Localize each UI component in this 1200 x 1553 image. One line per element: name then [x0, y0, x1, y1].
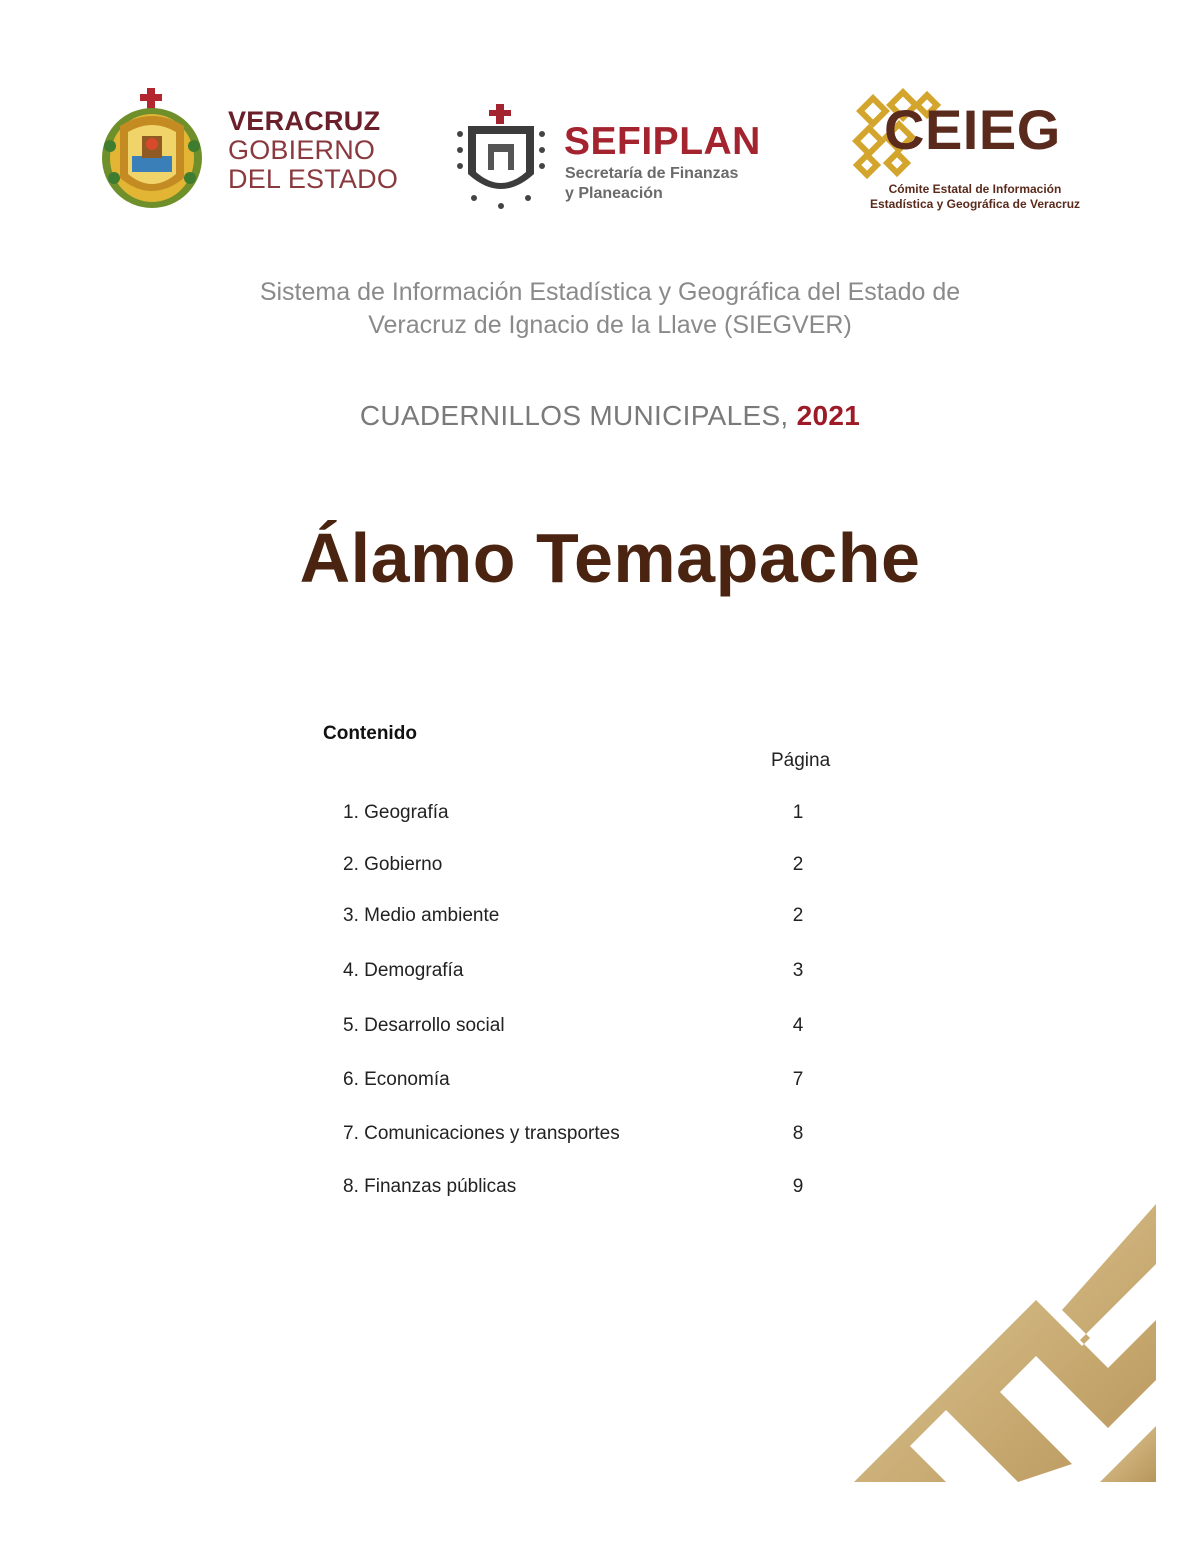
system-title-line1: Sistema de Información Estadística y Geográfica del Estado de: [259, 278, 961, 306]
toc-item-gobierno[interactable]: [343, 854, 823, 878]
veracruz-logo: [98, 86, 408, 210]
ceieg-title: CEIEG: [884, 98, 1061, 161]
toc-item-label: 8. Finanzas públicas: [343, 1176, 517, 1197]
ceieg-subtitle-line2: Estadística y Geográfica de Veracruz: [869, 197, 1081, 211]
system-title-line2: Veracruz de Ignacio de la Llave (SIEGVER): [368, 311, 852, 339]
toc-item-demografia[interactable]: [343, 960, 823, 984]
toc-heading: Contenido: [323, 723, 417, 744]
gold-fret-decoration-icon: [850, 1200, 1156, 1482]
toc-item-label: 6. Economía: [343, 1069, 450, 1090]
sefiplan-shield-icon: [454, 104, 548, 212]
series-label: CUADERNILLOS MUNICIPALES,: [359, 400, 789, 431]
toc-item-page: 2: [792, 854, 804, 875]
toc-item-label: 7. Comunicaciones y transportes: [343, 1123, 620, 1144]
toc-item-label: 2. Gobierno: [343, 854, 443, 875]
veracruz-coat-of-arms-icon: [98, 86, 206, 210]
municipality-title: Álamo Temapache: [299, 519, 921, 597]
ceieg-subtitle-line1: Cómite Estatal de Información: [888, 182, 1062, 196]
veracruz-logo-line1: VERACRUZ: [228, 106, 381, 136]
toc-item-medio-ambiente[interactable]: [343, 905, 823, 929]
toc-item-label: 4. Demografía: [343, 960, 464, 981]
toc-item-page: 7: [792, 1069, 804, 1090]
toc-item-page: 2: [792, 905, 804, 926]
sefiplan-subtitle-line2: y Planeación: [565, 185, 663, 202]
sefiplan-title: SEFIPLAN: [564, 120, 761, 163]
ceieg-subtitle: [850, 182, 1100, 212]
toc-page-heading: Página: [771, 750, 831, 771]
toc-item-economia[interactable]: [343, 1069, 823, 1093]
toc-item-page: 1: [792, 802, 804, 823]
veracruz-logo-line2: GOBIERNO: [228, 135, 376, 165]
sefiplan-logo: [454, 104, 794, 214]
veracruz-logo-line3: DEL ESTADO: [228, 164, 399, 194]
toc-item-label: 5. Desarrollo social: [343, 1015, 505, 1036]
toc-item-page: 3: [792, 960, 804, 981]
toc-item-finanzas[interactable]: [343, 1176, 823, 1200]
toc-item-desarrollo-social[interactable]: [343, 1015, 823, 1039]
series-title: [200, 400, 1020, 432]
sefiplan-subtitle-line1: Secretaría de Finanzas: [565, 165, 739, 182]
toc-item-page: 4: [792, 1015, 804, 1036]
veracruz-logo-text: [228, 108, 398, 193]
toc-item-label: 3. Medio ambiente: [343, 905, 500, 926]
toc-item-geografia[interactable]: [343, 802, 823, 826]
system-title: [200, 276, 1020, 342]
toc-item-label: 1. Geografía: [343, 802, 449, 823]
ceieg-logo: [850, 88, 1100, 214]
toc-item-comunicaciones[interactable]: [343, 1123, 823, 1147]
toc-item-page: 8: [792, 1123, 804, 1144]
series-year: 2021: [796, 400, 861, 431]
toc-item-page: 9: [792, 1176, 804, 1197]
